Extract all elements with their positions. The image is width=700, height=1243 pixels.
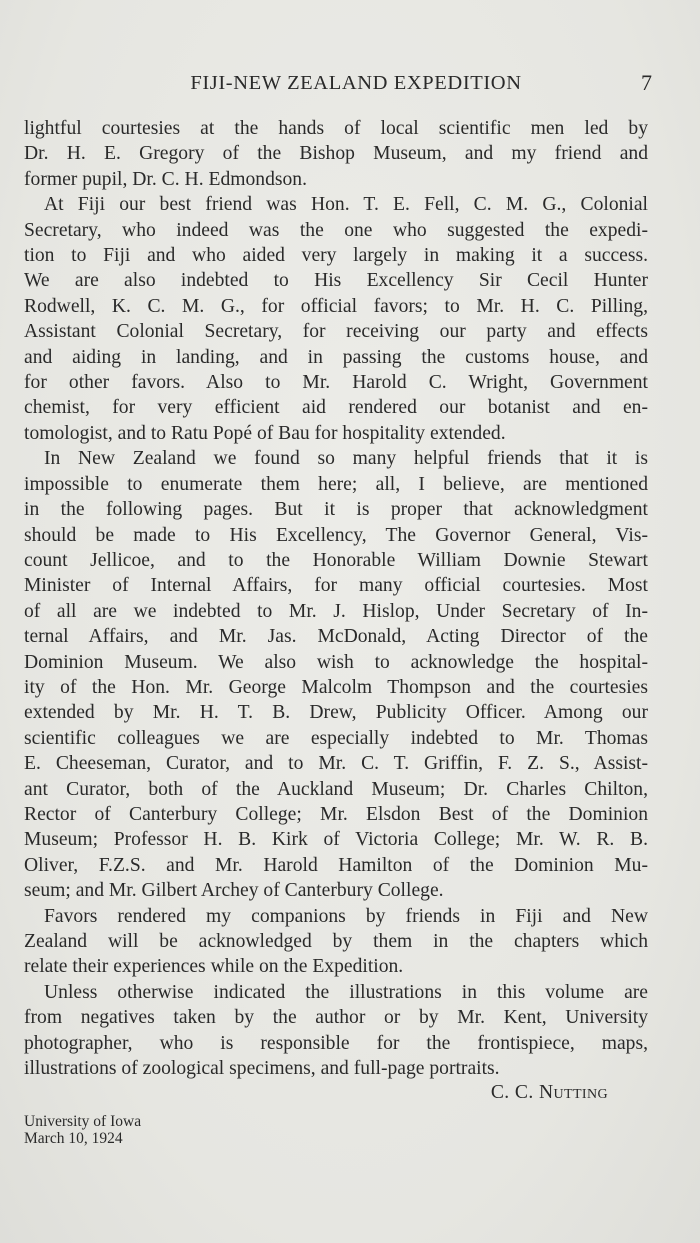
- text-line: Rector of Canterbury College; Mr. Elsdon Best of the Dominion: [24, 803, 648, 825]
- dateline: [24, 1113, 648, 1147]
- paragraph: [24, 116, 648, 192]
- paragraph: [24, 192, 648, 446]
- text-line: from negatives taken by the author or by Mr. Kent, University: [24, 1007, 648, 1029]
- text-line: illustrations of zoological specimens, and full-page portraits.: [24, 1058, 500, 1080]
- text-line: chemist, for very efficient aid rendered our botanist and en-: [24, 397, 648, 419]
- text-line: and aiding in landing, and in passing the customs house, and: [24, 346, 648, 368]
- text-line: extended by Mr. H. T. B. Drew, Publicity Officer. Among our: [24, 702, 648, 724]
- text-line: Unless otherwise indicated the illustrations in this volume are: [44, 981, 648, 1003]
- text-line: count Jellicoe, and to the Honorable William Downie Stewart: [24, 549, 648, 571]
- text-line: photographer, who is responsible for the frontispiece, maps,: [24, 1032, 648, 1054]
- text-line: former pupil, Dr. C. H. Edmondson.: [24, 168, 307, 190]
- text-line: ternal Affairs, and Mr. Jas. McDonald, Acting Director of the: [24, 626, 648, 648]
- text-line: We are also indebted to His Excellency Sir Cecil Hunter: [24, 270, 648, 292]
- text-line: tomologist, and to Ratu Popé of Bau for hospitality extended.: [24, 422, 506, 444]
- text-line: relate their experiences while on the Expedition.: [24, 956, 404, 978]
- text-line: Rodwell, K. C. M. G., for official favors; to Mr. H. C. Pilling,: [24, 295, 648, 317]
- body-text: [24, 116, 648, 1081]
- paragraph: [24, 904, 648, 980]
- text-line: In New Zealand we found so many helpful friends that it is: [44, 448, 648, 470]
- text-line: of all are we indebted to Mr. J. Hislop, Under Secretary of In-: [24, 600, 648, 622]
- paragraph: [24, 980, 648, 1082]
- text-line: Zealand will be acknowledged by them in the chapters which: [24, 931, 648, 952]
- running-title: FIJI-NEW ZEALAND EXPEDITION: [190, 72, 522, 94]
- text-line: Dr. H. E. Gregory of the Bishop Museum, and my friend and: [24, 143, 648, 165]
- text-line: Favors rendered my companions by friends in Fiji and New: [44, 905, 648, 927]
- text-line: scientific colleagues we are especially indebted to Mr. Thomas: [24, 727, 648, 749]
- text-line: E. Cheeseman, Curator, and to Mr. C. T. Griffin, F. Z. S., Assist-: [24, 753, 648, 775]
- text-line: lightful courtesies at the hands of local scientific men led by: [24, 118, 648, 139]
- text-line: impossible to enumerate them here; all, I believe, are mentioned: [24, 473, 648, 495]
- text-line: At Fiji our best friend was Hon. T. E. Fell, C. M. G., Colonial: [44, 194, 648, 216]
- signature: C. C. Nutting: [490, 1082, 608, 1104]
- text-line: in the following pages. But it is proper that acknowledgment: [24, 499, 648, 521]
- text-line: for other favors. Also to Mr. Harold C. Wright, Government: [24, 372, 648, 394]
- text-line: ant Curator, both of the Auckland Museum; Dr. Charles Chilton,: [24, 778, 648, 800]
- dateline-date: March 10, 1924: [24, 1130, 123, 1148]
- dateline-place: University of Iowa: [24, 1113, 142, 1131]
- text-line: should be made to His Excellency, The Governor General, Vis-: [24, 524, 648, 546]
- text-line: Museum; Professor H. B. Kirk of Victoria College; Mr. W. R. B.: [24, 829, 648, 851]
- text-line: Secretary, who indeed was the one who suggested the expedi-: [24, 219, 648, 241]
- page-number: 7: [641, 70, 652, 95]
- text-line: Minister of Internal Affairs, for many official courtesies. Most: [24, 575, 648, 597]
- text-line: Assistant Colonial Secretary, for receiving our party and effects: [24, 321, 648, 343]
- text-line: Oliver, F.Z.S. and Mr. Harold Hamilton of the Dominion Mu-: [24, 854, 648, 876]
- paragraph: [24, 446, 648, 903]
- running-head: [24, 70, 652, 100]
- text-line: ity of the Hon. Mr. George Malcolm Thompson and the courtesies: [24, 676, 648, 698]
- text-line: seum; and Mr. Gilbert Archey of Canterbury College.: [24, 880, 444, 902]
- text-line: tion to Fiji and who aided very largely in making it a success.: [24, 245, 648, 267]
- text-line: Dominion Museum. We also wish to acknowledge the hospital-: [24, 651, 648, 673]
